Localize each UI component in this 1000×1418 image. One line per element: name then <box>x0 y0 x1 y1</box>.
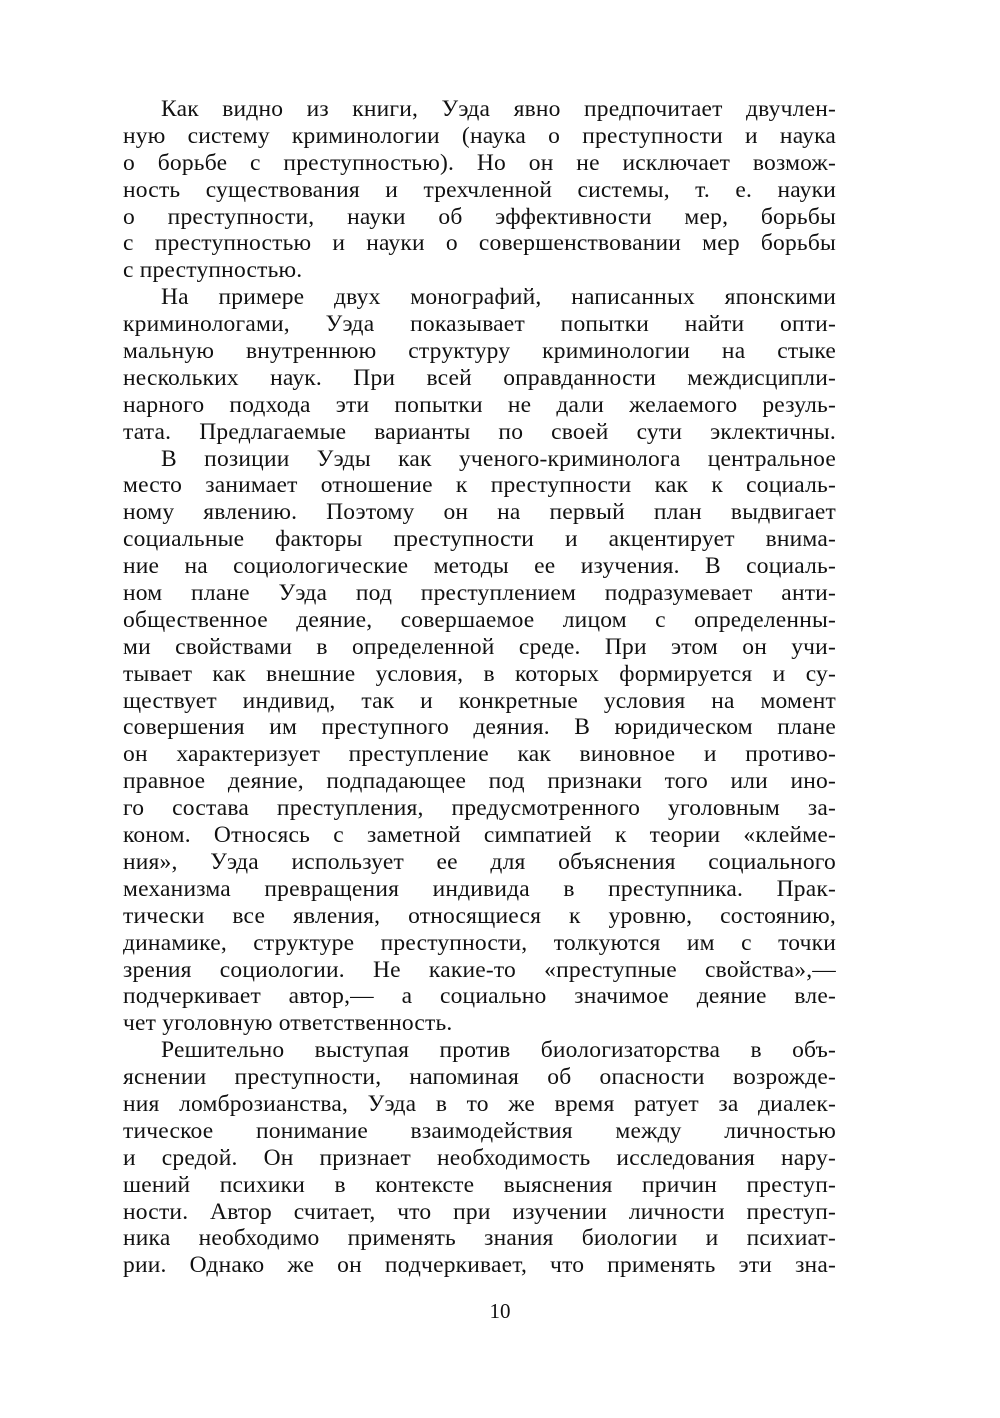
text-line: шений психики в контексте выяснения причин преступ- <box>123 1171 836 1198</box>
text-line: Решительно выступая против биологизаторства в объ- <box>161 1037 836 1064</box>
text-line: На примере двух монографий, написанных японскими <box>161 284 836 311</box>
body-text <box>123 96 836 1279</box>
text-line: мальную внутреннюю структуру криминологии на стыке <box>123 338 836 365</box>
text-line: ния ломброзианства, Уэда в то же время ратует за диалек- <box>123 1090 836 1117</box>
text-line: механизма превращения индивида в преступника. Прак- <box>123 875 836 902</box>
text-line: ния», Уэда использует ее для объяснения социального <box>123 848 836 875</box>
text-line: Как видно из книги, Уэда явно предпочитает двучлен- <box>161 96 836 122</box>
text-line: он характеризует преступление как виновное и противо- <box>123 741 836 768</box>
text-line: динамике, структуре преступности, толкуются им с точки <box>123 929 836 956</box>
text-line: место занимает отношение к преступности как к социаль- <box>123 472 836 499</box>
text-line: о преступности, науки об эффективности мер, борьбы <box>123 203 836 230</box>
text-line: и средой. Он признает необходимость исследования нару- <box>123 1144 836 1171</box>
text-line: ществует индивид, так и конкретные условия на момент <box>123 687 836 714</box>
text-line: тывает как внешние условия, в которых формируется и су- <box>123 660 836 687</box>
text-line: чет уголовную ответственность. <box>123 1010 453 1037</box>
text-line: ника необходимо применять знания биологии и психиат- <box>123 1225 836 1252</box>
text-line: тически все явления, относящиеся к уровню, состоянию, <box>123 902 836 929</box>
text-line: В позиции Уэды как ученого-криминолога центральное <box>161 445 836 472</box>
text-line: нарного подхода эти попытки не дали желаемого резуль- <box>123 391 836 418</box>
page-number: 10 <box>489 1299 511 1323</box>
text-line: с преступностью. <box>123 257 303 284</box>
text-line: общественное деяние, совершаемое лицом с определенны- <box>123 606 836 633</box>
text-line: ность существования и трехчленной системы, т. е. науки <box>123 176 836 203</box>
text-line: коном. Относясь с заметной симпатией к теории «клейме- <box>123 822 836 849</box>
text-line: правное деяние, подпадающее под признаки того или ино- <box>123 768 836 795</box>
text-line: тата. Предлагаемые варианты по своей сути эклектичны. <box>123 418 836 445</box>
text-line: нескольких наук. При всей оправданности междисципли- <box>123 364 836 391</box>
text-line: зрения социологии. Не какие-то «преступные свойства»,— <box>123 956 836 983</box>
text-line: ние на социологические методы ее изучения. В социаль- <box>123 553 836 580</box>
text-line: ности. Автор считает, что при изучении личности преступ- <box>123 1198 836 1225</box>
text-line: с преступностью и науки о совершенствовании мер борьбы <box>123 230 836 257</box>
text-line: тическое понимание взаимодействия между личностью <box>123 1117 836 1144</box>
text-line: ном плане Уэда под преступлением подразумевает анти- <box>123 580 836 607</box>
text-line: го состава преступления, предусмотренного уголовным за- <box>123 795 836 822</box>
text-line: криминологами, Уэда показывает попытки найти опти- <box>123 311 836 338</box>
text-line: ную систему криминологии (наука о преступности и наука <box>123 122 836 149</box>
text-line: подчеркивает автор,— а социально значимое деяние вле- <box>123 983 836 1010</box>
text-line: ми свойствами в определенной среде. При этом он учи- <box>123 633 836 660</box>
text-line: о борьбе с преступностью). Но он не исключает возмож- <box>123 149 836 176</box>
text-line: социальные факторы преступности и акцентирует внима- <box>123 526 836 553</box>
text-line: рии. Однако же он подчеркивает, что применять эти зна- <box>123 1252 836 1279</box>
text-line: совершения им преступного деяния. В юридическом плане <box>123 714 836 741</box>
text-line: ному явлению. Поэтому он на первый план выдвигает <box>123 499 836 526</box>
text-line: яснении преступности, напоминая об опасности возрожде- <box>123 1064 836 1091</box>
